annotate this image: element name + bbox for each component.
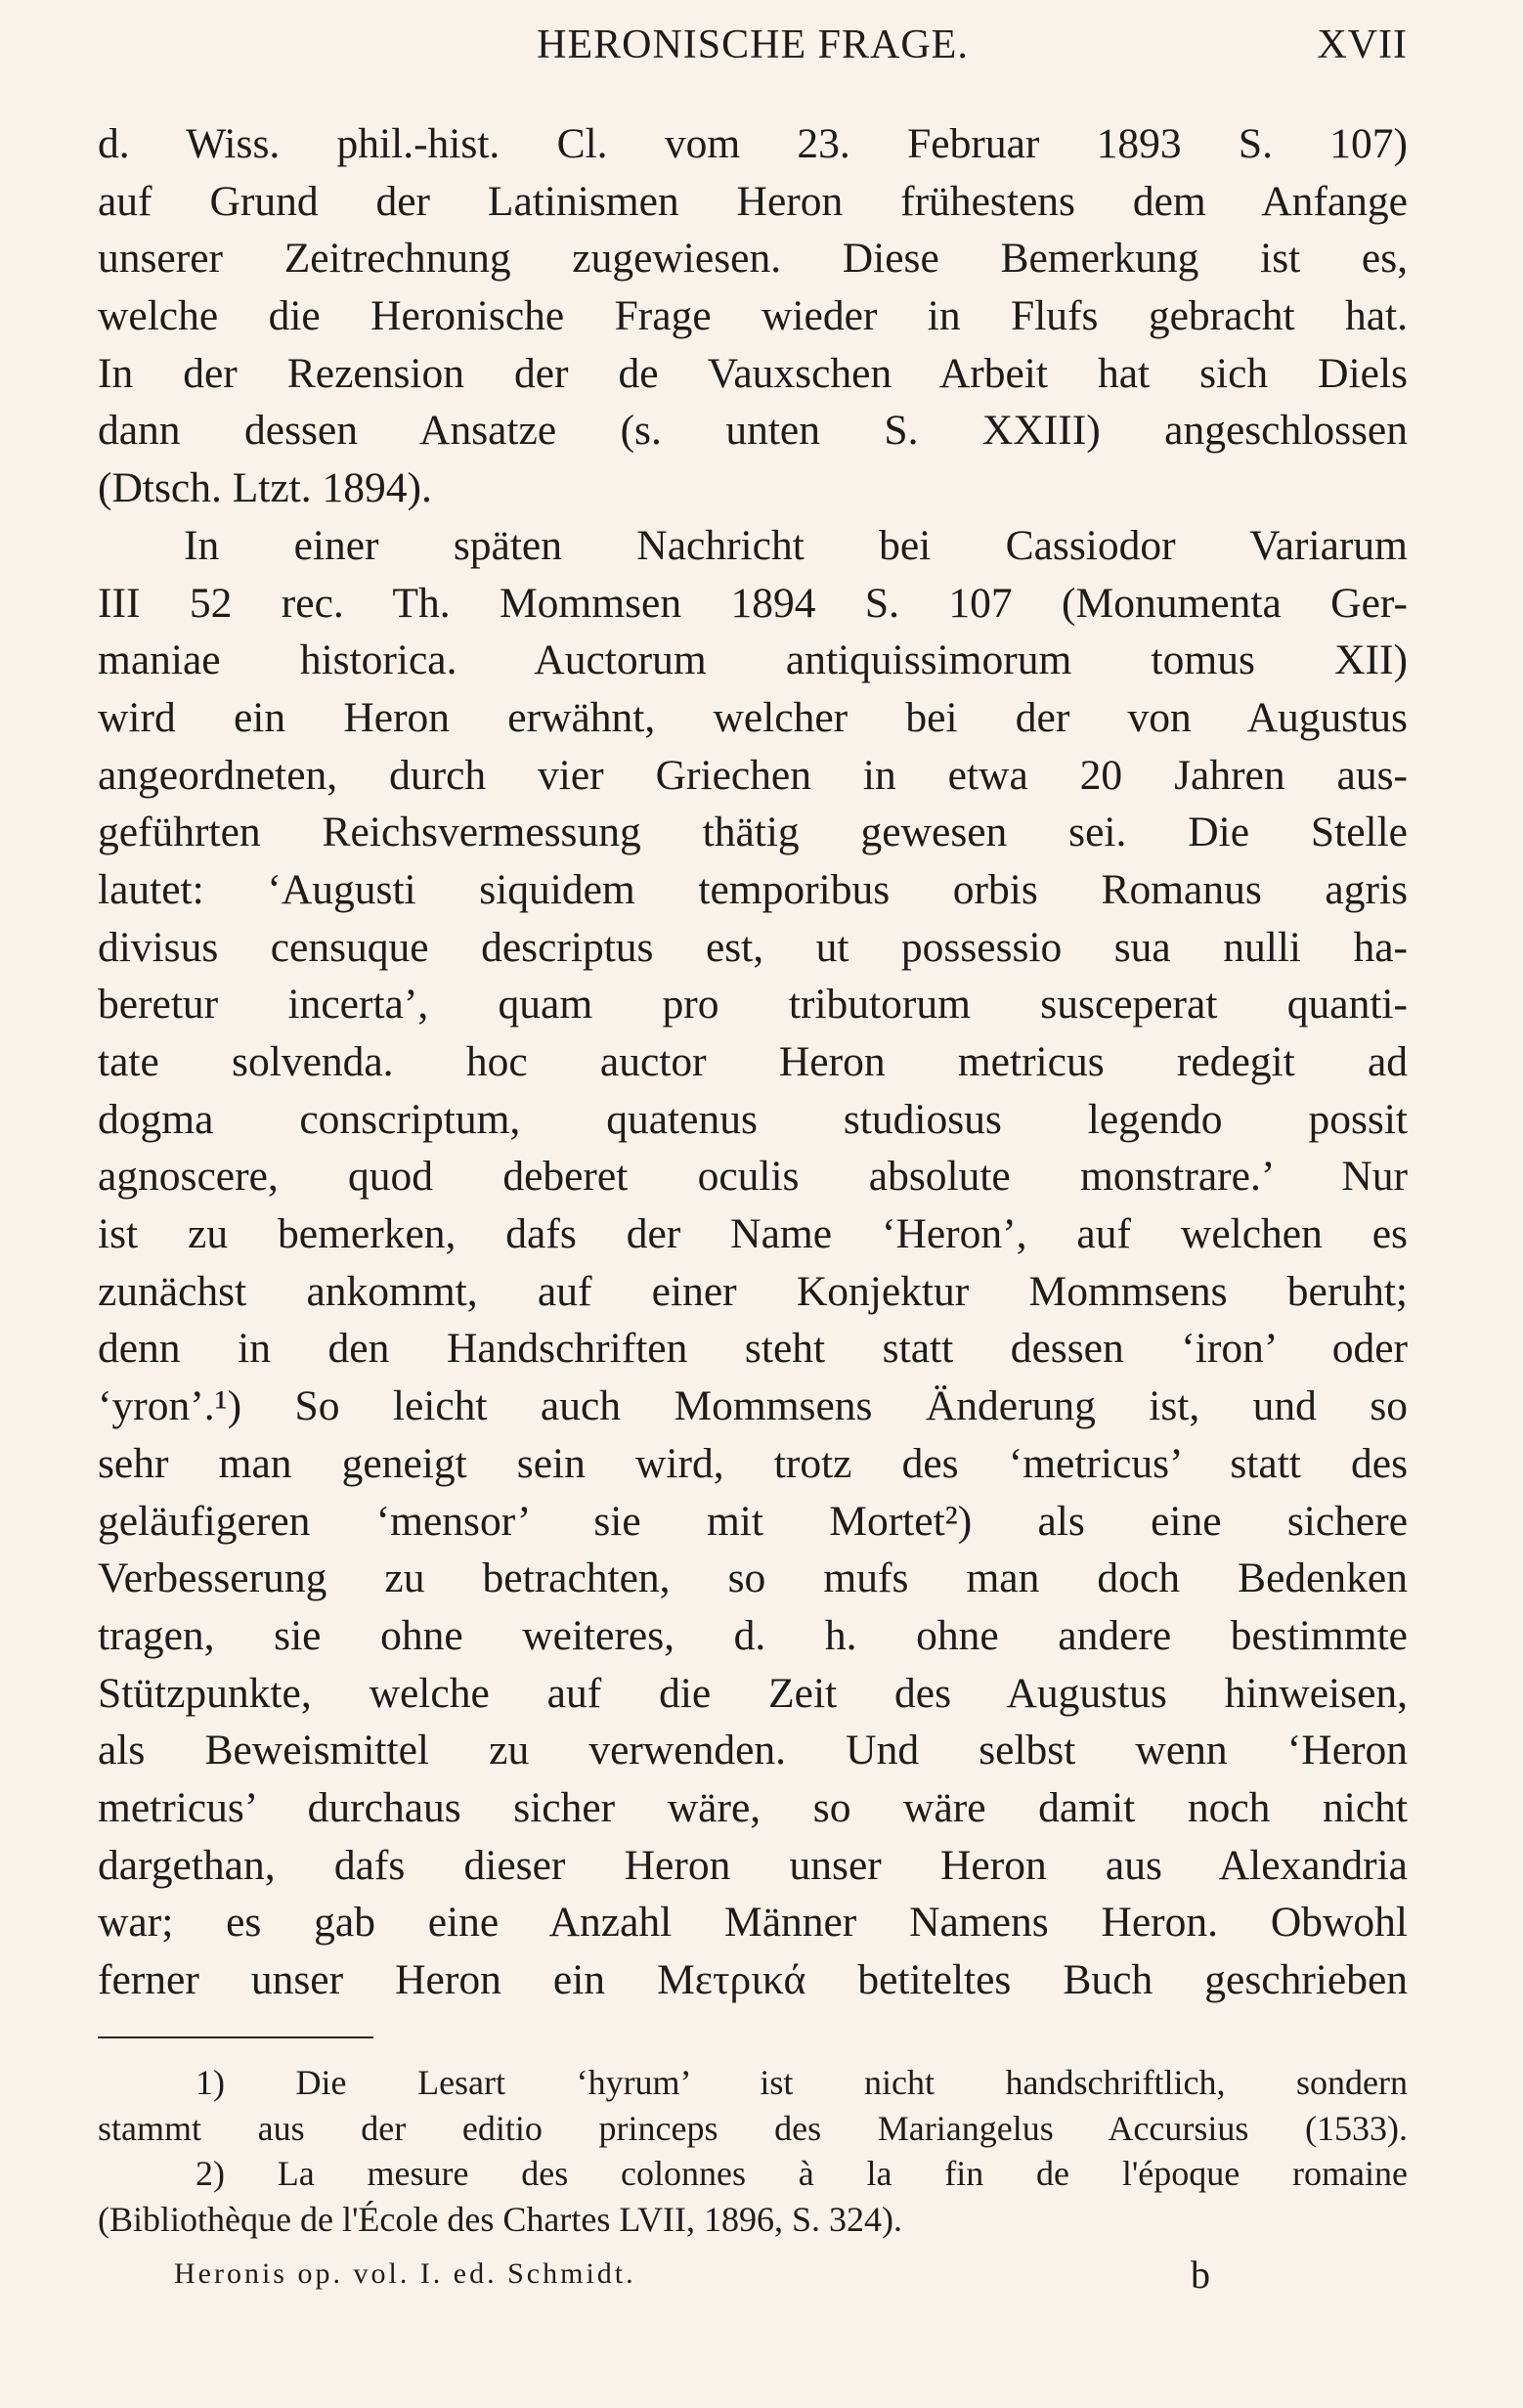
text-line: dann dessen Ansatze (s. unten S. XXIII) angeschlossen [98, 407, 1408, 455]
text-line: In einer späten Nachricht bei Cassiodor Variarum [184, 521, 1408, 569]
text-line: unserer Zeitrechnung zugewiesen. Diese Bemerkung ist es, [98, 235, 1408, 283]
text-line: agnoscere, quod deberet oculis absolute monstrare.’ Nur [98, 1153, 1408, 1201]
text-line: Verbesserung zu betrachten, so mufs man doch Bedenken [98, 1554, 1408, 1602]
text-line: metricus’ durchaus sicher wäre, so wäre damit noch nicht [98, 1783, 1408, 1831]
page-number: XVII [1317, 22, 1408, 67]
text-line: III 52 rec. Th. Mommsen 1894 S. 107 (Monumenta Ger- [98, 579, 1408, 627]
text-line: wird ein Heron erwähnt, welcher bei der von Augustus [98, 693, 1408, 741]
text-line: beretur incerta’, quam pro tributorum susceperat quanti- [98, 981, 1408, 1029]
signature-mark: b [1191, 2253, 1210, 2297]
signature-line [174, 2252, 1210, 2300]
text-line: ist zu bemerken, dafs der Name ‘Heron’, auf welchen es [98, 1210, 1408, 1258]
running-title: HERONISCHE FRAGE. [537, 22, 969, 67]
text-line: ‘yron’.¹) So leicht auch Mommsens Änderung ist, und so [98, 1382, 1408, 1430]
text-line: angeordneten, durch vier Griechen in etwa 20 Jahren aus- [98, 751, 1408, 799]
text-line: Stützpunkte, welche auf die Zeit des Augustus hinweisen, [98, 1669, 1408, 1717]
text-line: (Dtsch. Ltzt. 1894). [98, 464, 432, 512]
text-line: tragen, sie ohne weiteres, d. h. ohne andere bestimmte [98, 1611, 1408, 1659]
text-line: dargethan, dafs dieser Heron unser Heron aus Alexandria [98, 1841, 1408, 1889]
running-head [98, 22, 1408, 80]
text-line: dogma conscriptum, quatenus studiosus legendo possit [98, 1095, 1408, 1143]
text-line: maniae historica. Auctorum antiquissimorum tomus XII) [98, 636, 1408, 684]
text-line: In der Rezension der de Vauxschen Arbeit hat sich Diels [98, 349, 1408, 397]
text-line: ferner unser Heron ein Μετρικά betiteltes Buch geschrieben [98, 1956, 1408, 2003]
text-line: lautet: ‘Augusti siquidem temporibus orbis Romanus agris [98, 865, 1408, 913]
text-line: auf Grund der Latinismen Heron frühestens dem Anfange [98, 177, 1408, 225]
footnote-line: 2) La mesure des colonnes à la fin de l'époque romaine [196, 2154, 1408, 2193]
text-line: divisus censuque descriptus est, ut possessio sua nulli ha- [98, 923, 1408, 971]
text-line: geläufigeren ‘mensor’ sie mit Mortet²) als eine sichere [98, 1497, 1408, 1545]
footnote-line: stammt aus der editio princeps des Mariangelus Accursius (1533). [98, 2108, 1408, 2148]
signature-text: Heronis op. vol. I. ed. Schmidt. [174, 2257, 636, 2290]
text-line: welche die Heronische Frage wieder in Flufs gebracht hat. [98, 292, 1408, 340]
text-line: d. Wiss. phil.-hist. Cl. vom 23. Februar 1893 S. 107) [98, 120, 1408, 167]
footnotes [98, 2060, 1408, 2242]
text-line: geführten Reichsvermessung thätig gewesen sei. Die Stelle [98, 809, 1408, 856]
text-line: war; es gab eine Anzahl Männer Namens Heron. Obwohl [98, 1899, 1408, 1947]
footnote-divider [98, 2036, 373, 2038]
text-line: als Beweismittel zu verwenden. Und selbst wenn ‘Heron [98, 1727, 1408, 1774]
footnote-line: (Bibliothèque de l'École des Chartes LVII, 1896, S. 324). [98, 2199, 903, 2239]
text-line: tate solvenda. hoc auctor Heron metricus redegit ad [98, 1038, 1408, 1085]
text-line: denn in den Handschriften steht statt dessen ‘iron’ oder [98, 1325, 1408, 1373]
text-line: sehr man geneigt sein wird, trotz des ‘metricus’ statt des [98, 1439, 1408, 1487]
main-text [98, 115, 1408, 2009]
text-line: zunächst ankommt, auf einer Konjektur Mommsens beruht; [98, 1267, 1408, 1315]
footnote-line: 1) Die Lesart ‘hyrum’ ist nicht handschriftlich, sondern [196, 2063, 1408, 2102]
